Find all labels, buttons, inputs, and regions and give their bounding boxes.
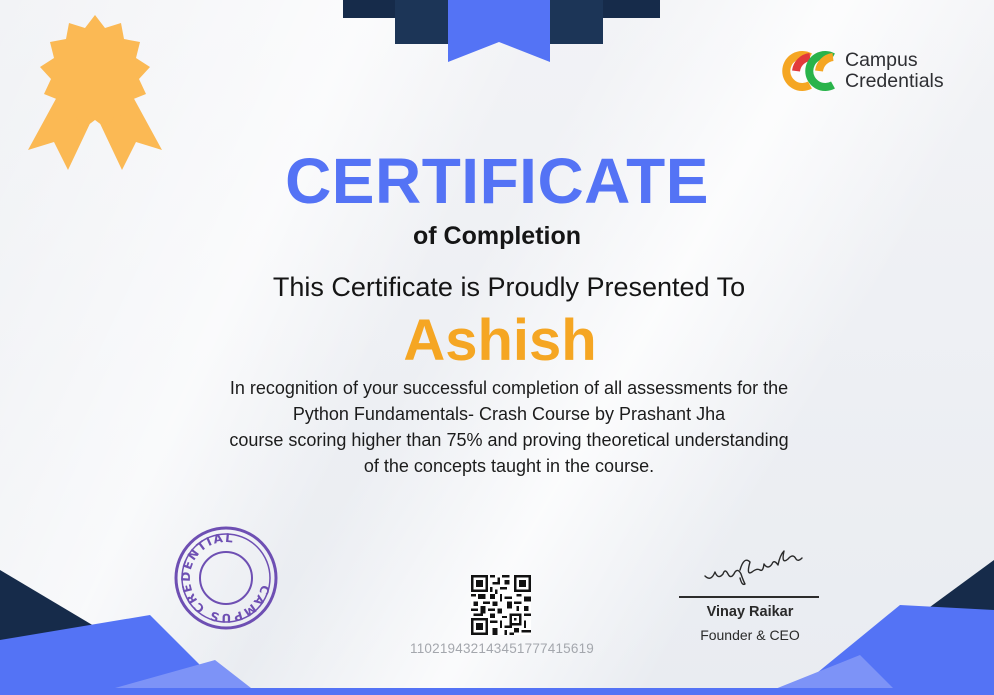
- signer-role: Founder & CEO: [700, 627, 800, 643]
- handwritten-signature: [700, 548, 830, 590]
- credential-id: 110219432143451777415619: [410, 641, 594, 656]
- top-ribbon-center: [448, 0, 550, 62]
- description-line: In recognition of your successful completion of all assessments for the: [229, 378, 789, 398]
- description-line: Python Fundamentals- Crash Course by Prashant Jha: [292, 404, 726, 424]
- description-line: course scoring higher than 75% and proving theoretical understanding: [229, 430, 789, 450]
- presented-to-text: This Certificate is Proudly Presented To: [272, 272, 746, 302]
- description: [0, 375, 994, 479]
- brand-name-line1: Campus: [845, 49, 918, 71]
- stamp-seal: [172, 524, 280, 632]
- brand-logo: [777, 48, 944, 94]
- certificate-subtitle: of Completion: [412, 222, 582, 250]
- top-ribbon-right-inner: [550, 0, 603, 44]
- bottom-strip: [0, 688, 994, 695]
- brand-name-line2: Credentials: [845, 70, 944, 92]
- certificate-title: CERTIFICATE: [285, 145, 709, 217]
- top-ribbon-left-inner: [395, 0, 448, 44]
- qr-code: [471, 575, 531, 635]
- description-line: of the concepts taught in the course.: [363, 456, 655, 476]
- recipient-name: Ashish: [403, 308, 597, 373]
- brand-name: [845, 50, 944, 92]
- svg-text:CAMPUS CREDENTIAL: CAMPUS CREDENTIAL: [178, 530, 273, 626]
- signature-line: [679, 596, 819, 598]
- campus-credentials-logo-icon: [777, 48, 839, 94]
- signer-name: Vinay Raikar: [706, 604, 794, 620]
